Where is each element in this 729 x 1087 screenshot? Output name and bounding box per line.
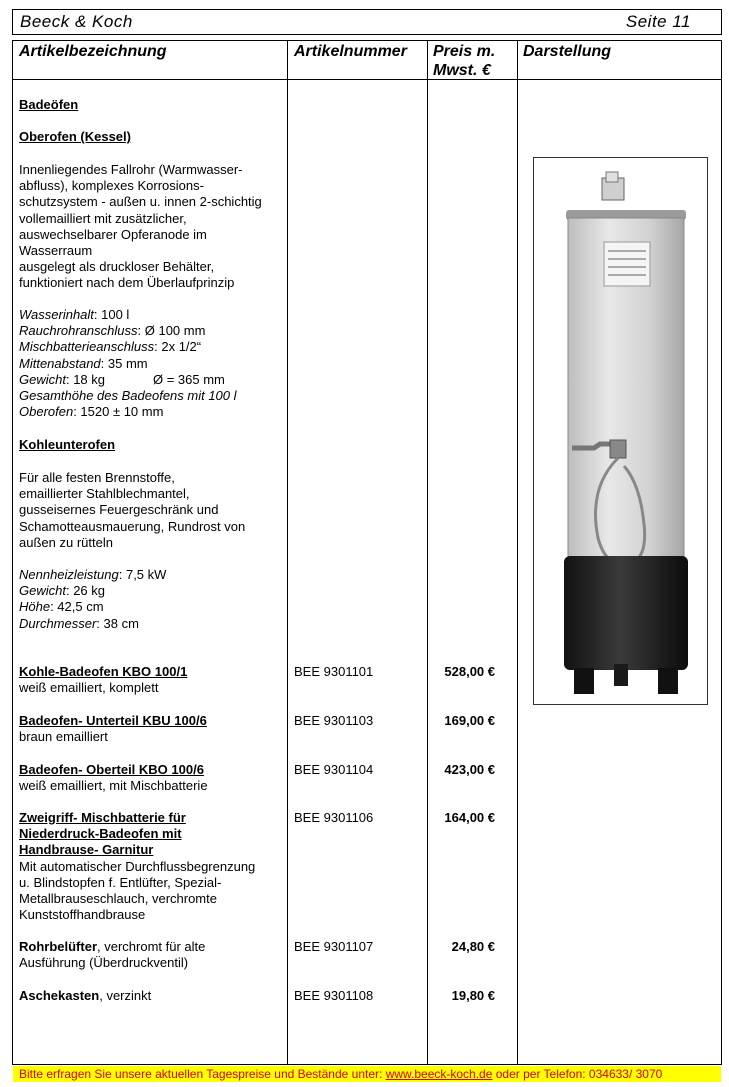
article-number: BEE 9301104 bbox=[294, 762, 374, 777]
product-photo bbox=[533, 157, 708, 705]
price: 19,80 € bbox=[451, 988, 495, 1003]
section-title: Badeöfen bbox=[19, 97, 79, 112]
bath-boiler-illustration bbox=[534, 158, 707, 704]
article-number: BEE 9301107 bbox=[294, 939, 374, 954]
spec-list: Wasserinhalt: 100 l Rauchrohranschluss: Ø 100 mm Mischbatterieanschluss: 2x 1/2“ Mittenabstand: 35 mm Gewicht: 18 kg Ø = 365 mm Gesamthöhe des Badeofens mit 100 l Oberofen: 1520 ± 10 mm bbox=[19, 307, 237, 420]
price: 169,00 € bbox=[444, 713, 495, 728]
product-row: Badeofen- Unterteil KBU 100/6 braun emailliert bbox=[19, 713, 207, 745]
spec-list: Nennheizleistung: 7,5 kW Gewicht: 26 kg Höhe: 42,5 cm Durchmesser: 38 cm bbox=[19, 567, 167, 631]
col-header-name: Artikelbezeichnung bbox=[19, 43, 167, 60]
price: 423,00 € bbox=[444, 762, 495, 777]
page-header bbox=[12, 9, 722, 35]
product-table bbox=[12, 40, 722, 1065]
col-header-number: Artikelnummer bbox=[294, 43, 407, 60]
subsection-title: Oberofen (Kessel) bbox=[19, 129, 131, 144]
product-row: Aschekasten, verzinkt bbox=[19, 988, 152, 1003]
article-number: BEE 9301108 bbox=[294, 988, 374, 1003]
product-row: Kohle-Badeofen KBO 100/1 weiß emailliert, komplett bbox=[19, 664, 188, 696]
article-number: BEE 9301106 bbox=[294, 810, 374, 825]
price: 164,00 € bbox=[444, 810, 495, 825]
product-row: Zweigriff- Mischbatterie für Niederdruck-Badeofen mit Handbrause- Garnitur Mit automatischer Durchflussbegrenzung u. Blindstopfen f. Entlüfter, Spezial- Metallbrauseschlauch, verchromte Kunststoffhandbrause bbox=[19, 810, 256, 923]
price: 24,80 € bbox=[451, 939, 495, 954]
product-row: Badeofen- Oberteil KBO 100/6 weiß emailliert, mit Mischbatterie bbox=[19, 762, 208, 794]
description-block: Für alle festen Brennstoffe, emaillierter Stahlblechmantel, gusseisernes Feuergeschränk und Schamotteausmauerung, Rundrost von außen zu rütteln bbox=[19, 470, 246, 550]
col-header-image: Darstellung bbox=[523, 43, 612, 60]
product-row: Rohrbelüfter, verchromt für alte Ausführung (Überdruckventil) bbox=[19, 939, 206, 971]
company-name: Beeck & Koch bbox=[20, 12, 133, 31]
description-block: Innenliegendes Fallrohr (Warmwasser- abfluss), komplexes Korrosions- schutzsystem - außen u. innen 2-schichtig vollemailliert mit zusätzlicher, auswechselbarer Opferanode im Wasserraum ausgelegt als druckloser Behälter, funktioniert nach dem Überlaufprinzip bbox=[19, 162, 262, 291]
article-number: BEE 9301103 bbox=[294, 713, 374, 728]
col-header-price: Preis m. Mwst. € bbox=[433, 43, 496, 79]
website-link[interactable]: www.beeck-koch.de bbox=[385, 1067, 493, 1081]
article-number: BEE 9301101 bbox=[294, 664, 374, 679]
footer-notice: Bitte erfragen Sie unsere aktuellen Tagespreise und Bestände unter: www.beeck-koch.de oder per Telefon: 034633/ 3070 bbox=[13, 1066, 721, 1082]
price: 528,00 € bbox=[444, 664, 495, 679]
page-number: Seite 11 bbox=[625, 12, 691, 31]
subsection-title: Kohleunterofen bbox=[19, 437, 116, 452]
